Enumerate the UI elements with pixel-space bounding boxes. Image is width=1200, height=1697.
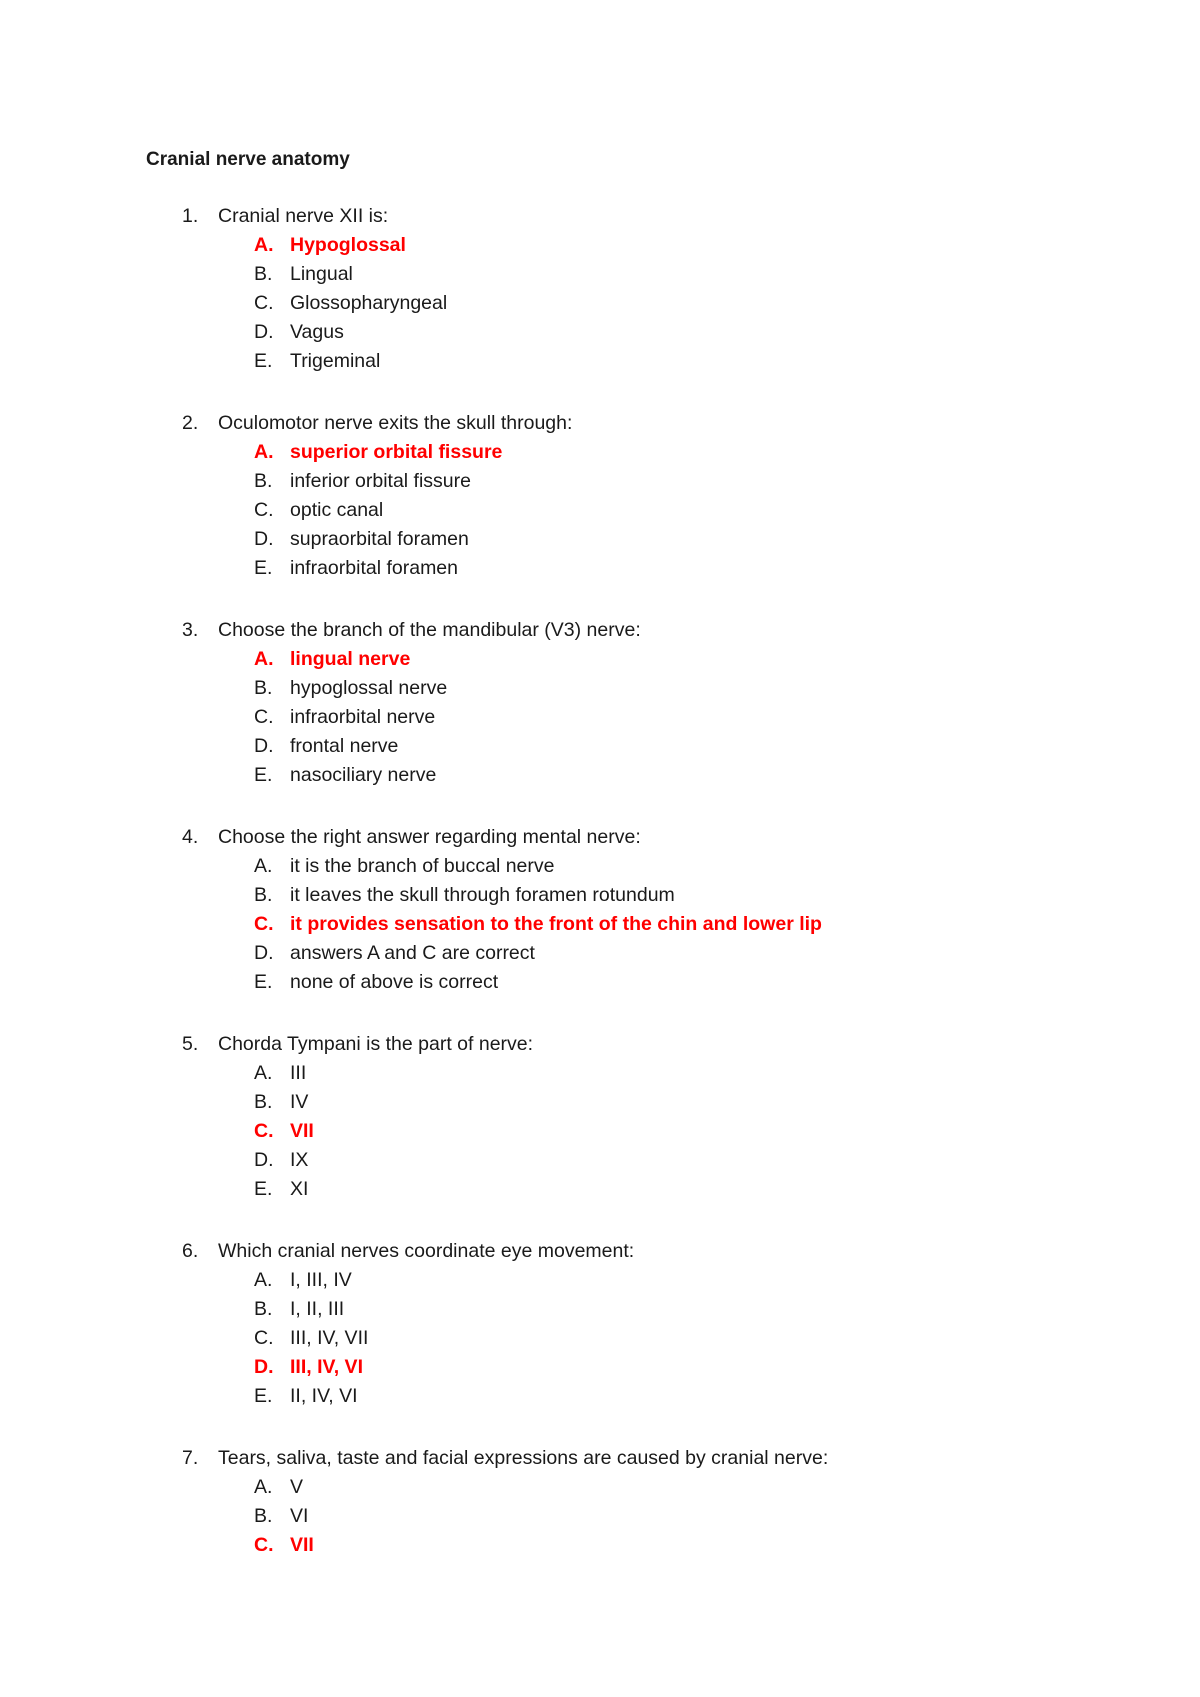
option-text: none of above is correct bbox=[290, 971, 499, 993]
option-text: II, IV, VI bbox=[290, 1385, 358, 1407]
option-letter: C. bbox=[254, 913, 274, 935]
option-letter: E. bbox=[254, 557, 273, 579]
option-text: it provides sensation to the front of the chin and lower lip bbox=[290, 913, 822, 935]
option-letter: E. bbox=[254, 1385, 273, 1407]
option-text: V bbox=[290, 1476, 304, 1498]
option-letter: D. bbox=[254, 1356, 274, 1378]
option-text: supraorbital foramen bbox=[290, 528, 469, 550]
option-letter: B. bbox=[254, 677, 273, 699]
answer-option-correct bbox=[0, 230, 1200, 260]
option-text: inferior orbital fissure bbox=[290, 470, 471, 492]
option-text: Vagus bbox=[290, 321, 344, 343]
question-stem bbox=[0, 1236, 1200, 1266]
answer-option-correct bbox=[0, 1352, 1200, 1382]
option-text: infraorbital foramen bbox=[290, 557, 458, 579]
answer-option bbox=[0, 938, 1200, 968]
answer-option bbox=[0, 1472, 1200, 1502]
answer-option bbox=[0, 880, 1200, 910]
option-letter: B. bbox=[254, 470, 273, 492]
option-letter: B. bbox=[254, 263, 273, 285]
option-text: III, IV, VI bbox=[290, 1356, 363, 1378]
question-stem bbox=[0, 1029, 1200, 1059]
option-text: it is the branch of buccal nerve bbox=[290, 855, 555, 877]
option-letter: A. bbox=[254, 648, 274, 670]
option-letter: A. bbox=[254, 234, 274, 256]
question-stem bbox=[0, 615, 1200, 645]
option-text: III bbox=[290, 1062, 307, 1084]
answer-option bbox=[0, 1294, 1200, 1324]
question-text: Choose the right answer regarding mental nerve: bbox=[218, 826, 641, 848]
option-letter: B. bbox=[254, 1505, 273, 1527]
answer-option bbox=[0, 731, 1200, 761]
option-text: Hypoglossal bbox=[290, 234, 406, 256]
answer-option bbox=[0, 288, 1200, 318]
option-text: IV bbox=[290, 1091, 309, 1113]
question-number: 4. bbox=[182, 826, 199, 848]
option-text: Trigeminal bbox=[290, 350, 381, 372]
option-letter: E. bbox=[254, 1178, 273, 1200]
option-text: lingual nerve bbox=[290, 648, 411, 670]
answer-option-correct bbox=[0, 1530, 1200, 1560]
option-letter: A. bbox=[254, 1062, 273, 1084]
option-letter: B. bbox=[254, 1091, 273, 1113]
answer-option-correct bbox=[0, 437, 1200, 467]
answer-option bbox=[0, 495, 1200, 525]
answer-option bbox=[0, 524, 1200, 554]
answer-option bbox=[0, 1265, 1200, 1295]
option-letter: A. bbox=[254, 1476, 273, 1498]
option-text: answers A and C are correct bbox=[290, 942, 535, 964]
option-letter: C. bbox=[254, 499, 274, 521]
option-text: superior orbital fissure bbox=[290, 441, 503, 463]
answer-option bbox=[0, 346, 1200, 376]
question-text: Chorda Tympani is the part of nerve: bbox=[218, 1033, 534, 1055]
option-letter: C. bbox=[254, 1534, 274, 1556]
option-letter: E. bbox=[254, 764, 273, 786]
answer-option-correct bbox=[0, 644, 1200, 674]
answer-option bbox=[0, 1087, 1200, 1117]
option-text: Lingual bbox=[290, 263, 353, 285]
answer-option bbox=[0, 1058, 1200, 1088]
answer-option bbox=[0, 760, 1200, 790]
question-stem bbox=[0, 201, 1200, 231]
document-title: Cranial nerve anatomy bbox=[146, 149, 350, 170]
option-letter: D. bbox=[254, 942, 274, 964]
answer-option bbox=[0, 1501, 1200, 1531]
option-text: frontal nerve bbox=[290, 735, 399, 757]
option-letter: C. bbox=[254, 1327, 274, 1349]
answer-option bbox=[0, 1381, 1200, 1411]
option-text: optic canal bbox=[290, 499, 384, 521]
option-letter: C. bbox=[254, 292, 274, 314]
option-text: I, II, III bbox=[290, 1298, 345, 1320]
option-text: XI bbox=[290, 1178, 309, 1200]
option-letter: A. bbox=[254, 855, 273, 877]
answer-option bbox=[0, 259, 1200, 289]
question-text: Which cranial nerves coordinate eye movement: bbox=[218, 1240, 635, 1262]
question-number: 6. bbox=[182, 1240, 199, 1262]
question-number: 3. bbox=[182, 619, 199, 641]
answer-option bbox=[0, 967, 1200, 997]
option-text: nasociliary nerve bbox=[290, 764, 437, 786]
option-text: I, III, IV bbox=[290, 1269, 352, 1291]
option-letter: D. bbox=[254, 1149, 274, 1171]
question-number: 5. bbox=[182, 1033, 199, 1055]
option-text: Glossopharyngeal bbox=[290, 292, 448, 314]
option-letter: B. bbox=[254, 884, 273, 906]
answer-option bbox=[0, 851, 1200, 881]
question-text: Cranial nerve XII is: bbox=[218, 205, 389, 227]
option-letter: A. bbox=[254, 1269, 273, 1291]
question-text: Choose the branch of the mandibular (V3) nerve: bbox=[218, 619, 641, 641]
answer-option bbox=[0, 1145, 1200, 1175]
question-text: Tears, saliva, taste and facial expressions are caused by cranial nerve: bbox=[218, 1447, 829, 1469]
answer-option bbox=[0, 466, 1200, 496]
answer-option bbox=[0, 317, 1200, 347]
question-number: 1. bbox=[182, 205, 199, 227]
question-stem bbox=[0, 1443, 1200, 1473]
option-text: VI bbox=[290, 1505, 309, 1527]
option-text: hypoglossal nerve bbox=[290, 677, 448, 699]
option-text: IX bbox=[290, 1149, 309, 1171]
option-letter: C. bbox=[254, 1120, 274, 1142]
answer-option bbox=[0, 673, 1200, 703]
option-letter: A. bbox=[254, 441, 274, 463]
option-text: it leaves the skull through foramen rotundum bbox=[290, 884, 675, 906]
option-letter: E. bbox=[254, 350, 273, 372]
option-letter: E. bbox=[254, 971, 273, 993]
option-text: VII bbox=[290, 1534, 314, 1556]
option-letter: D. bbox=[254, 735, 274, 757]
question-stem bbox=[0, 822, 1200, 852]
answer-option bbox=[0, 1174, 1200, 1204]
option-text: VII bbox=[290, 1120, 314, 1142]
answer-option-correct bbox=[0, 1116, 1200, 1146]
question-number: 7. bbox=[182, 1447, 199, 1469]
question-text: Oculomotor nerve exits the skull through: bbox=[218, 412, 573, 434]
answer-option-correct bbox=[0, 909, 1200, 939]
question-number: 2. bbox=[182, 412, 199, 434]
answer-option bbox=[0, 702, 1200, 732]
option-letter: C. bbox=[254, 706, 274, 728]
option-letter: D. bbox=[254, 321, 274, 343]
option-text: III, IV, VII bbox=[290, 1327, 369, 1349]
answer-option bbox=[0, 1323, 1200, 1353]
option-letter: B. bbox=[254, 1298, 273, 1320]
option-text: infraorbital nerve bbox=[290, 706, 436, 728]
option-letter: D. bbox=[254, 528, 274, 550]
answer-option bbox=[0, 553, 1200, 583]
question-stem bbox=[0, 408, 1200, 438]
